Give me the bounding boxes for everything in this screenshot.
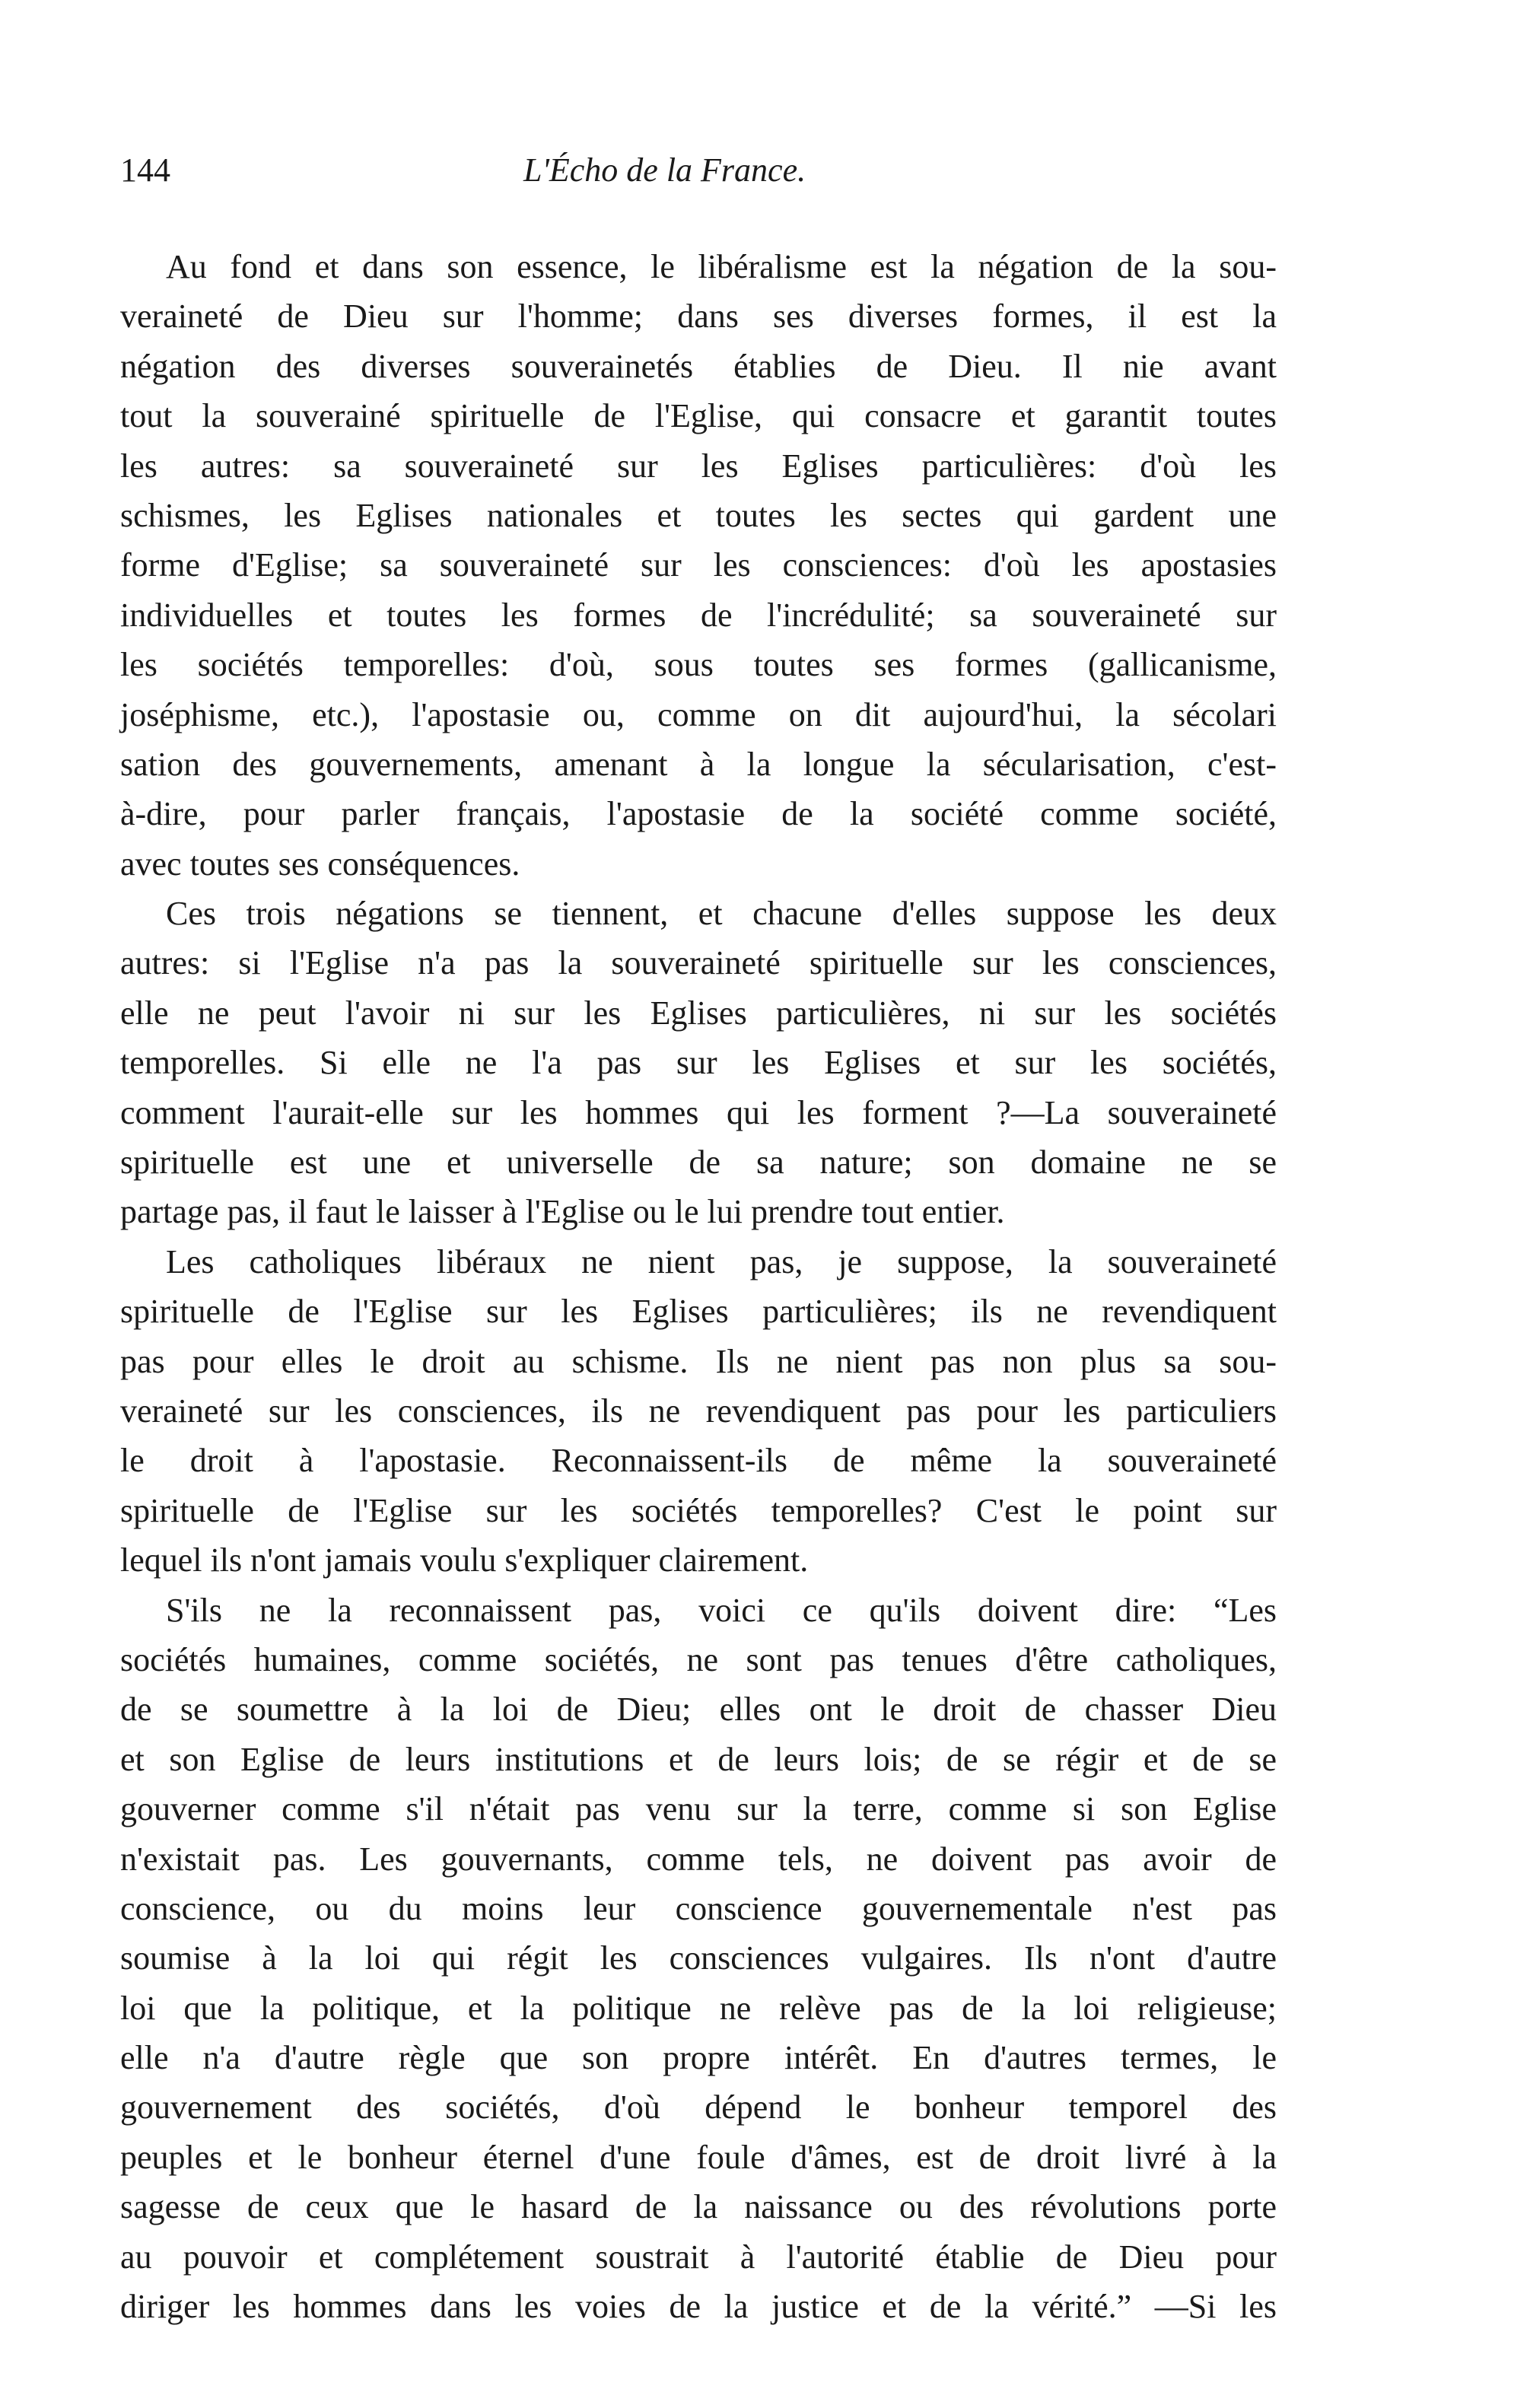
page-number: 144	[120, 151, 170, 189]
text-line: individuelles et toutes les formes de l'incrédulité; sa souveraineté sur	[120, 596, 1277, 634]
running-title: L'Écho de la France.	[523, 151, 806, 189]
text-line: veraineté sur les consciences, ils ne revendiquent pas pour les particuliers	[120, 1392, 1277, 1430]
text-line: pas pour elles le droit au schisme. Ils ne nient pas non plus sa sou-	[120, 1342, 1277, 1380]
text-line: elle ne peut l'avoir ni sur les Eglises particulières, ni sur les sociétés	[120, 994, 1277, 1032]
text-line: schismes, les Eglises nationales et toutes les sectes qui gardent une	[120, 496, 1277, 534]
text-line: conscience, ou du moins leur conscience gouvernementale n'est pas	[120, 1889, 1277, 1927]
text-line: S'ils ne la reconnaissent pas, voici ce qu'ils doivent dire: “Les	[166, 1591, 1277, 1629]
text-line: diriger les hommes dans les voies de la justice et de la vérité.” —Si les	[120, 2288, 1277, 2326]
text-line: veraineté de Dieu sur l'homme; dans ses diverses formes, il est la	[120, 297, 1277, 336]
text-line: partage pas, il faut le laisser à l'Eglise ou le lui prendre tout entier.	[120, 1193, 1005, 1231]
text-line: négation des diverses souverainetés établies de Dieu. Il nie avant	[120, 347, 1277, 385]
text-line: temporelles. Si elle ne l'a pas sur les Eglises et sur les sociétés,	[120, 1044, 1277, 1082]
text-line: sation des gouvernements, amenant à la longue la sécularisation, c'est-	[120, 745, 1277, 783]
text-line: à-dire, pour parler français, l'apostasie de la société comme société,	[120, 795, 1277, 833]
text-line: spirituelle de l'Eglise sur les sociétés temporelles? C'est le point sur	[120, 1491, 1277, 1529]
text-line: tout la souverainé spirituelle de l'Eglise, qui consacre et garantit toutes	[120, 397, 1277, 435]
text-line: forme d'Eglise; sa souveraineté sur les consciences: d'où les apostasies	[120, 546, 1277, 584]
text-line: comment l'aurait-elle sur les hommes qui les forment ?—La souveraineté	[120, 1093, 1277, 1131]
text-line: lequel ils n'ont jamais voulu s'expliquer clairement.	[120, 1541, 809, 1579]
text-line: n'existait pas. Les gouvernants, comme tels, ne doivent pas avoir de	[120, 1840, 1277, 1878]
text-line: et son Eglise de leurs institutions et de leurs lois; de se régir et de se	[120, 1740, 1277, 1778]
text-line: Les catholiques libéraux ne nient pas, je suppose, la souveraineté	[166, 1242, 1277, 1280]
text-line: sagesse de ceux que le hasard de la naissance ou des révolutions porte	[120, 2188, 1277, 2226]
text-line: soumise à la loi qui régit les consciences vulgaires. Ils n'ont d'autre	[120, 1939, 1277, 1977]
text-line: loi que la politique, et la politique ne relève pas de la loi religieuse;	[120, 1989, 1277, 2027]
body-text	[120, 242, 1277, 2331]
text-line: joséphisme, etc.), l'apostasie ou, comme on dit aujourd'hui, la sécolari	[120, 695, 1277, 733]
text-line: les sociétés temporelles: d'où, sous toutes ses formes (gallicanisme,	[120, 646, 1277, 684]
text-line: de se soumettre à la loi de Dieu; elles ont le droit de chasser Dieu	[120, 1691, 1277, 1729]
text-line: au pouvoir et complétement soustrait à l'autorité établie de Dieu pour	[120, 2238, 1277, 2276]
text-line: spirituelle de l'Eglise sur les Eglises particulières; ils ne revendiquent	[120, 1293, 1277, 1331]
text-line: peuples et le bonheur éternel d'une foule d'âmes, est de droit livré à la	[120, 2138, 1277, 2176]
text-line: sociétés humaines, comme sociétés, ne sont pas tenues d'être catholiques,	[120, 1640, 1277, 1678]
text-line: gouvernement des sociétés, d'où dépend le bonheur temporel des	[120, 2088, 1277, 2126]
text-line: elle n'a d'autre règle que son propre intérêt. En d'autres termes, le	[120, 2039, 1277, 2077]
text-line: autres: si l'Eglise n'a pas la souveraineté spirituelle sur les consciences,	[120, 944, 1277, 982]
text-line: Ces trois négations se tiennent, et chacune d'elles suppose les deux	[166, 895, 1277, 933]
text-line: gouverner comme s'il n'était pas venu sur la terre, comme si son Eglise	[120, 1790, 1277, 1828]
text-line: Au fond et dans son essence, le libéralisme est la négation de la sou-	[166, 248, 1277, 285]
page-header	[120, 151, 1277, 204]
text-line: avec toutes ses conséquences.	[120, 845, 520, 883]
text-line: le droit à l'apostasie. Reconnaissent-ils de même la souveraineté	[120, 1442, 1277, 1480]
text-line: les autres: sa souveraineté sur les Eglises particulières: d'où les	[120, 447, 1277, 485]
text-line: spirituelle est une et universelle de sa nature; son domaine ne se	[120, 1144, 1277, 1182]
